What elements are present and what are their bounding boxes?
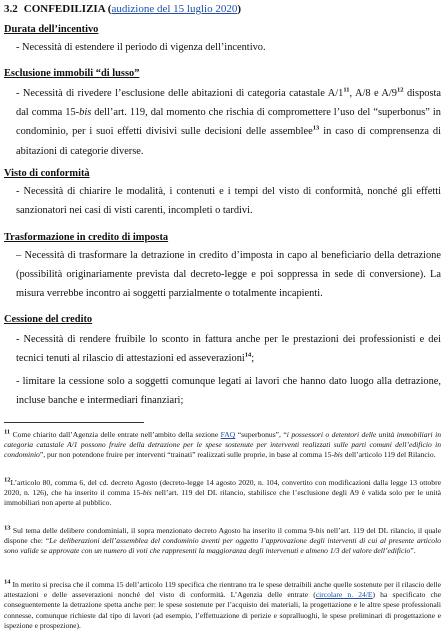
- subsection-title-trasformazione: Trasformazione in credito di imposta: [4, 232, 169, 243]
- paragraph-visto: - Necessità di chiarire le modalità, i contenuti e i tempi del visto di conformità, nonché gli effetti sanzionatori nei casi di visti carenti, incompleti o tardivi.: [16, 186, 441, 217]
- footnote-13: $^{13}$ Sul tema delle delibere condominiali, il sopra menzionato decreto Agosto ha inserito il comma 9-bis nell’art. 119 del DL rilancio, il quale dispone che: “Le deliberazioni dell’assemblea del condominio aventi per oggetto l’approvazione degli interventi di cui al presente articolo sono valide se approvate con un numero di voti che rappresenti la maggioranza degli intervenuti e almeno 1/3 del valore dell’edificio”.: [4, 524, 441, 556]
- subsection-title-visto: Visto di conformità: [4, 168, 90, 179]
- section-number: 3.2: [4, 3, 18, 15]
- faq-link[interactable]: FAQ: [220, 430, 236, 439]
- paragraph-cessione-2: - limitare la cessione solo a soggetti comunque legati ai lavori che hanno dato luogo alla detrazione, incluse banche e intermediari finanziari;: [16, 376, 441, 407]
- footnote-ref-14[interactable]: 14: [244, 351, 252, 359]
- section-title: CONFEDILIZIA: [23, 3, 106, 15]
- paragraph-esclusione: - Necessità di rivedere l’esclusione delle abitazioni di categoria catastale $A/1^{11}$, A/8 e $A/9^{12}$ disposta dal comma 15-bis dell’art. 119, dal momento che rischia di compromettere l’uso del “superbonus” in condominio, per i suoi effetti divisivi sulle decisioni delle assemblee$^{13}$ in caso di comprensenza di abitazioni di categorie diverse.: [16, 86, 441, 157]
- paragraph-cessione-1: - Necessità di rendere fruibile lo sconto in fattura anche per le prestazioni dei professionisti e dei tecnici tenuti al rilascio di attestazioni ed asseverazioni$^{14}$;: [16, 334, 441, 365]
- footnote-12: $^{12}$L’articolo 80, comma 6, del cd. decreto Agosto (decreto-legge 14 agosto 2020, n. 104, convertito con modificazioni dalla legge 13 ottobre 2020, n. 126), che ha inserito il comma 15-bis nell’art. 119 del DL rilancio, stabilisce che l’esclusione degli A9 è valida solo per le unità immobiliari non aperte al pubblico.: [4, 476, 441, 508]
- paragraph-durata: - Necessità di estendere il periodo di vigenza dell’incentivo.: [16, 42, 266, 53]
- section-heading: 3.2 CONFEDILIZIA (audizione del 15 luglio 2020): [4, 3, 242, 15]
- paragraph-trasformazione: – Necessità di trasformare la detrazione in credito d’imposta in capo al beneficiario della detrazione (possibilità originariamente prevista dal decreto-legge e poi soppressa in sede di conversione). La misura verrebbe incontro ai soggetti parzialmente o totalmente incapienti.: [16, 250, 441, 300]
- footnote-11: $^{11}$ Come chiarito dall’Agenzia delle entrate nell’ambito della sezione FAQ “superbonus”, “i possessori o detentori delle unità immobiliari in categoria catastale A/1 possono fruire della detrazione per le spese sostenute per interventi realizzati sulle parti comuni dell’edificio in condominio”, pur non potendone fruire per interventi “trainati” realizzati sulle proprie, in base al comma 15-bis dell’articolo 119 del Rilancio.: [4, 428, 441, 460]
- footnote-ref-11[interactable]: 11: [343, 86, 350, 94]
- circolare-link[interactable]: circolare n. 24/E: [315, 590, 373, 600]
- footnote-ref-12[interactable]: 12: [397, 86, 404, 94]
- footnote-ref-13[interactable]: 13: [312, 124, 320, 132]
- subsection-title-durata: Durata dell’incentivo: [4, 24, 99, 35]
- subsection-title-esclusione: Esclusione immobili “di lusso”: [4, 68, 140, 79]
- audizione-link[interactable]: audizione del 15 luglio 2020: [111, 3, 238, 15]
- subsection-title-cessione: Cessione del credito: [4, 314, 93, 325]
- footnote-14: $^{14}$ In merito si precisa che il comma 15 dell’articolo 119 specifica che rientrano tra le spese detraibili anche quelle sostenute per il rilascio delle attestazioni e delle asseverazioni nonché del visto di conformità. L’Agenzia delle entrate (circolare n. 24/E) ha specificato che conseguentemente la detrazione spetta anche per: le spese sostenute per l’acquisto dei materiali, la progettazione e le altre spese professionali connesse, comunque richieste dal tipo di lavori (ad esempio, l’effettuazione di perizie e sopralluoghi, le spese preliminari di progettazione e ispezione e prospezione).: [4, 578, 441, 630]
- footnote-separator: [4, 422, 144, 423]
